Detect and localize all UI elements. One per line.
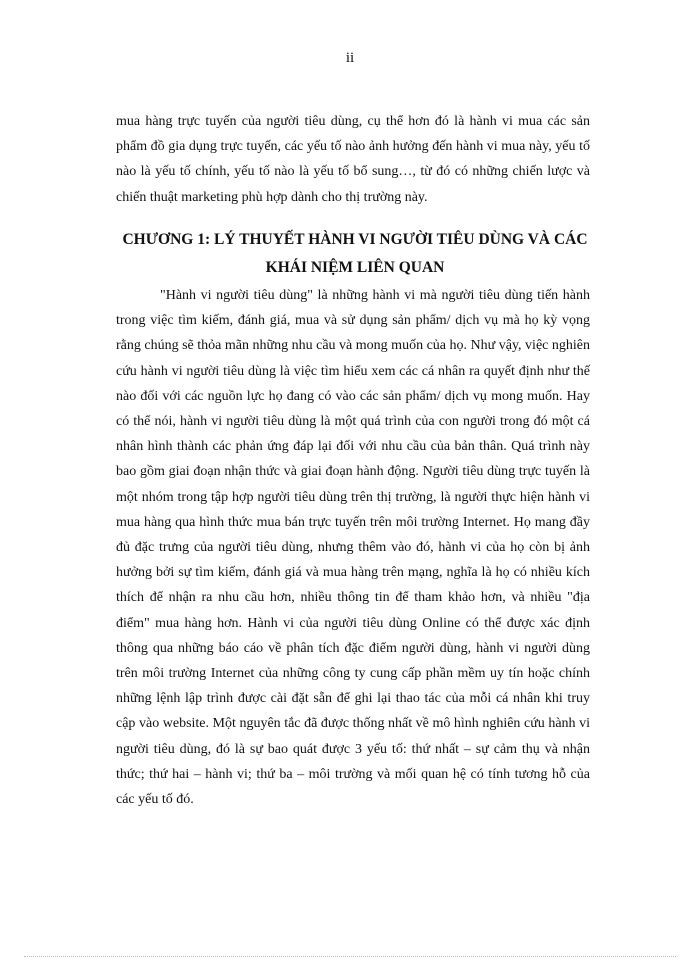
intro-paragraph: mua hàng trực tuyến của người tiêu dùng, cụ thể hơn đó là hành vi mua các sản phẩm đồ gia dụng trực tuyến, các yếu tố nào ảnh hưởng đến hành vi mua này, yếu tố nào là yếu tố chính, yếu tố nào là yếu tố bổ sung…, từ đó có những chiến lược và chiến thuật marketing phù hợp dành cho thị trường này. (116, 114, 590, 205)
page-bottom-divider (24, 956, 676, 957)
page-number: ii (345, 50, 355, 66)
chapter-title-line-1: CHƯƠNG 1: LÝ THUYẾT HÀNH VI NGƯỜI TIÊU DÙNG VÀ CÁC (122, 231, 588, 248)
chapter-title-line-2: KHÁI NIỆM LIÊN QUAN (265, 259, 445, 276)
body-paragraph: "Hành vi người tiêu dùng" là những hành vi mà người tiêu dùng tiến hành trong việc tìm kiếm, đánh giá, mua và sử dụng sản phẩm/ dịch vụ mà họ kỳ vọng rằng chúng sẽ thỏa mãn những nhu cầu và mong muốn của họ. Như vậy, việc nghiên cứu hành vi người tiêu dùng là việc tìm hiểu xem các cá nhân ra quyết định như thế nào đối với các nguồn lực họ đang có vào các sản phẩm/ dịch vụ mong muốn. Hay có thể nói, hành vi người tiêu dùng là một quá trình của con người trong đó một cá nhân hình thành các phản ứng đáp lại đối với nhu cầu của bản thân. Quá trình này bao gồm giai đoạn nhận thức và giai đoạn hành động. Người tiêu dùng trực tuyến là một nhóm trong tập hợp người tiêu dùng trên thị trường, là người thực hiện hành vi mua hàng qua hình thức mua bán trực tuyến trên môi trường Internet. Họ mang đầy đủ đặc trưng của người tiêu dùng, nhưng thêm vào đó, hành vi của họ còn bị ảnh hưởng bởi sự tìm kiếm, đánh giá và mua hàng trên mạng, nghĩa là họ có nhiều kích thích để nhận ra nhu cầu hơn, nhiều thông tin để tham khảo hơn, và nhiều "địa điểm" mua hàng hơn. Hành vi của người tiêu dùng Online có thể được xác định thông qua những báo cáo về phân tích đặc điểm người dùng, hành vi người dùng trên môi trường Internet của những công ty cung cấp phần mềm uy tín hoặc chính những lệnh lập trình được cài đặt sẵn để ghi lại thao tác của mỗi cá nhân khi truy cập vào website. Một nguyên tắc đã được thống nhất về mô hình nghiên cứu hành vi người tiêu dùng, đó là sự bao quát được 3 yếu tố: thứ nhất – sự cảm thụ và nhận thức; thứ hai – hành vi; thứ ba – môi trường và mối quan hệ có tính tương hỗ của các yếu tố đó. (116, 288, 590, 808)
chapter-title (110, 226, 600, 282)
